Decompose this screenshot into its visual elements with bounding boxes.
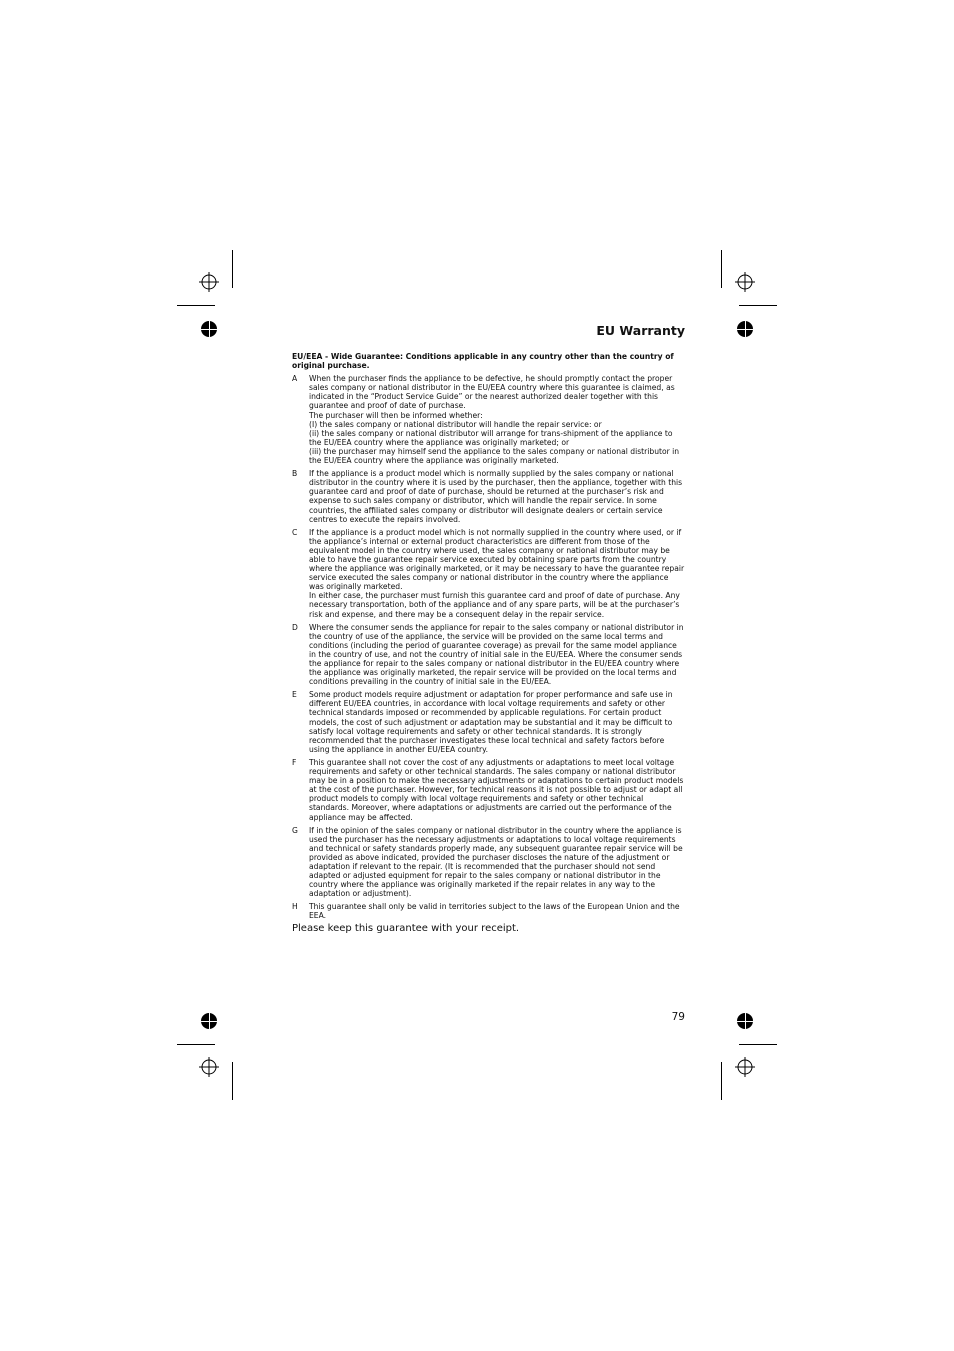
crop-mark-top-right-vertical xyxy=(721,250,722,288)
registration-mark-icon xyxy=(735,272,755,292)
crop-mark-bottom-left-vertical xyxy=(232,1062,233,1100)
clause-paragraph: (ii) the sales company or national distributor will arrange for trans-shipment of the appliance to the EU/EEA country where the appliance was originally marketed; or xyxy=(309,428,673,447)
clause-letter: B xyxy=(292,469,298,479)
crop-mark-top-left-vertical xyxy=(232,250,233,288)
guarantee-clause xyxy=(292,623,685,687)
guarantee-clause xyxy=(292,690,685,754)
registration-dot-icon xyxy=(737,321,753,337)
crop-mark-bottom-right-horizontal xyxy=(739,1044,777,1045)
registration-mark-icon xyxy=(199,1057,219,1077)
clause-body xyxy=(309,528,685,619)
guarantee-clause xyxy=(292,528,685,619)
clause-letter: E xyxy=(292,690,297,700)
clause-paragraph: If the appliance is a product model which is normally supplied by the sales company or national distributor in the country where it is used by the purchaser, then the appliance, together with this guarantee card and proof of date of purchase, should be returned at the purchaser’s risk and expense to such sales company or distributor, which will handle the repair service. In some countries, the affiliated sales company or distributor will designate dealers or certain service centres to execute the repairs involved. xyxy=(309,469,683,524)
page-title: EU Warranty xyxy=(596,323,685,338)
clause-body xyxy=(309,690,685,754)
guarantee-clause xyxy=(292,374,685,465)
clause-paragraph: Some product models require adjustment or adaptation for proper performance and safe use in different EU/EEA countries, in accordance with local voltage requirements and safety or other technical standards imposed or recommended by applicable regulations. For certain product models, the cost of such adjustment or adaptation may be substantial and it may be difficult to satisfy local voltage requirements and safety or other technical standards. It is strongly recommended that the purchaser investigates these local technical and safety factors before using the appliance in another EU/EEA country. xyxy=(309,690,673,754)
clause-letter: C xyxy=(292,527,298,537)
guarantee-clause xyxy=(292,758,685,822)
clause-paragraph: (iii) the purchaser may himself send the appliance to the sales company or national distributor in the EU/EEA country where the appliance was originally marketed. xyxy=(309,446,680,466)
guarantee-clause xyxy=(292,826,685,899)
guarantee-clause xyxy=(292,469,685,524)
clause-body xyxy=(309,469,685,524)
registration-dot-icon xyxy=(737,1013,753,1029)
clause-paragraph: (I) the sales company or national distributor will handle the repair service: or xyxy=(309,419,602,429)
registration-dot-icon xyxy=(201,1013,217,1029)
guarantee-clause xyxy=(292,902,685,920)
clause-paragraph: In either case, the purchaser must furnish this guarantee card and proof of date of purchase. Any necessary transportation, both of the appliance and of any spare parts, will be at the purchaser’s risk and expense, and there may be a consequent delay in the repair service. xyxy=(309,591,680,619)
guarantee-heading: EU/EEA - Wide Guarantee: Conditions applicable in any country other than the country of original purchase. xyxy=(292,352,674,371)
crop-mark-top-right-horizontal xyxy=(739,305,777,306)
clause-letter: F xyxy=(292,757,297,767)
clause-letter: G xyxy=(292,825,298,835)
guarantee-conditions xyxy=(292,352,685,925)
clause-body xyxy=(309,902,685,920)
clause-paragraph: If the appliance is a product model which is not normally supplied in the country where used, or if the appliance’s internal or external product characteristics are different from those of the equivalent model in the country where used, the sales company or national distributor may be able to have the guarantee repair service executed by obtaining spare parts from the country where the appliance was originally marketed, or it may be necessary to have the guarantee repair service executed the sales company or national distributor in the country where the appliance was originally marketed. xyxy=(309,527,685,592)
clause-paragraph: This guarantee shall only be valid in territories subject to the laws of the European Union and the EEA. xyxy=(309,902,680,921)
clause-paragraph: Where the consumer sends the appliance for repair to the sales company or national distributor in the country of use of the appliance, the service will be provided on the same local terms and conditions (including the period of guarantee coverage) as prevail for the same model appliance in the country of use, and not the country of initial sale in the EU/EEA. Where the consumer sends the appliance for repair to the sales company or national distributor in the EU/EEA country where the appliance was originally marketed, the repair service will be provided on the local terms and conditions prevailing in the country of initial sale in the EU/EEA. xyxy=(309,622,684,687)
registration-mark-icon xyxy=(199,272,219,292)
clause-body xyxy=(309,758,685,822)
crop-mark-bottom-left-horizontal xyxy=(177,1044,215,1045)
clause-paragraph: If in the opinion of the sales company or national distributor in the country where the appliance is used the purchaser has the necessary adjustments or adaptations to local voltage requirements and technical or safety standards properly made, any subsequent guarantee repair service will be provided as above indicated, provided the purchaser discloses the nature of the adjustment or adaptation if relevant to the repair. (It is recommended that the purchaser should not send adapted or adjusted equipment for repair to the sales company or national distributor in the country where the appliance was originally marketed if the repair relates in any way to the adaptation or adjustment). xyxy=(309,825,683,899)
crop-mark-top-left-horizontal xyxy=(177,305,215,306)
crop-mark-bottom-right-vertical xyxy=(721,1062,722,1100)
clause-body xyxy=(309,826,685,899)
clause-letter: D xyxy=(292,622,298,632)
clause-paragraph: When the purchaser finds the appliance to be defective, he should promptly contact the proper sales company or national distributor in the EU/EEA country where this guarantee is claimed, as indicated in the “Product Service Guide” or the nearest authorized dealer together with this guarantee and proof of date of purchase. xyxy=(309,374,675,411)
page-number: 79 xyxy=(671,1011,685,1023)
clause-letter: A xyxy=(292,374,298,384)
clause-letter: H xyxy=(292,902,298,912)
clause-paragraph: The purchaser will then be informed whether: xyxy=(309,410,483,420)
registration-mark-icon xyxy=(735,1057,755,1077)
registration-dot-icon xyxy=(201,321,217,337)
clause-body xyxy=(309,623,685,687)
footer-note: Please keep this guarantee with your receipt. xyxy=(292,923,520,934)
clause-body xyxy=(309,374,685,465)
guarantee-clause-list xyxy=(292,374,685,920)
clause-paragraph: This guarantee shall not cover the cost of any adjustments or adaptations to meet local voltage requirements and safety or other technical standards. The sales company or national distributor may be in a position to make the necessary adjustments or adaptations to certain product models at the cost of the purchaser. However, for technical reasons it is not possible to adjust or adapt all product models to comply with local voltage requirements and safety or other technical standards. Moreover, where adaptations or adjustments are carried out the performance of the appliance may be affected. xyxy=(309,757,684,822)
